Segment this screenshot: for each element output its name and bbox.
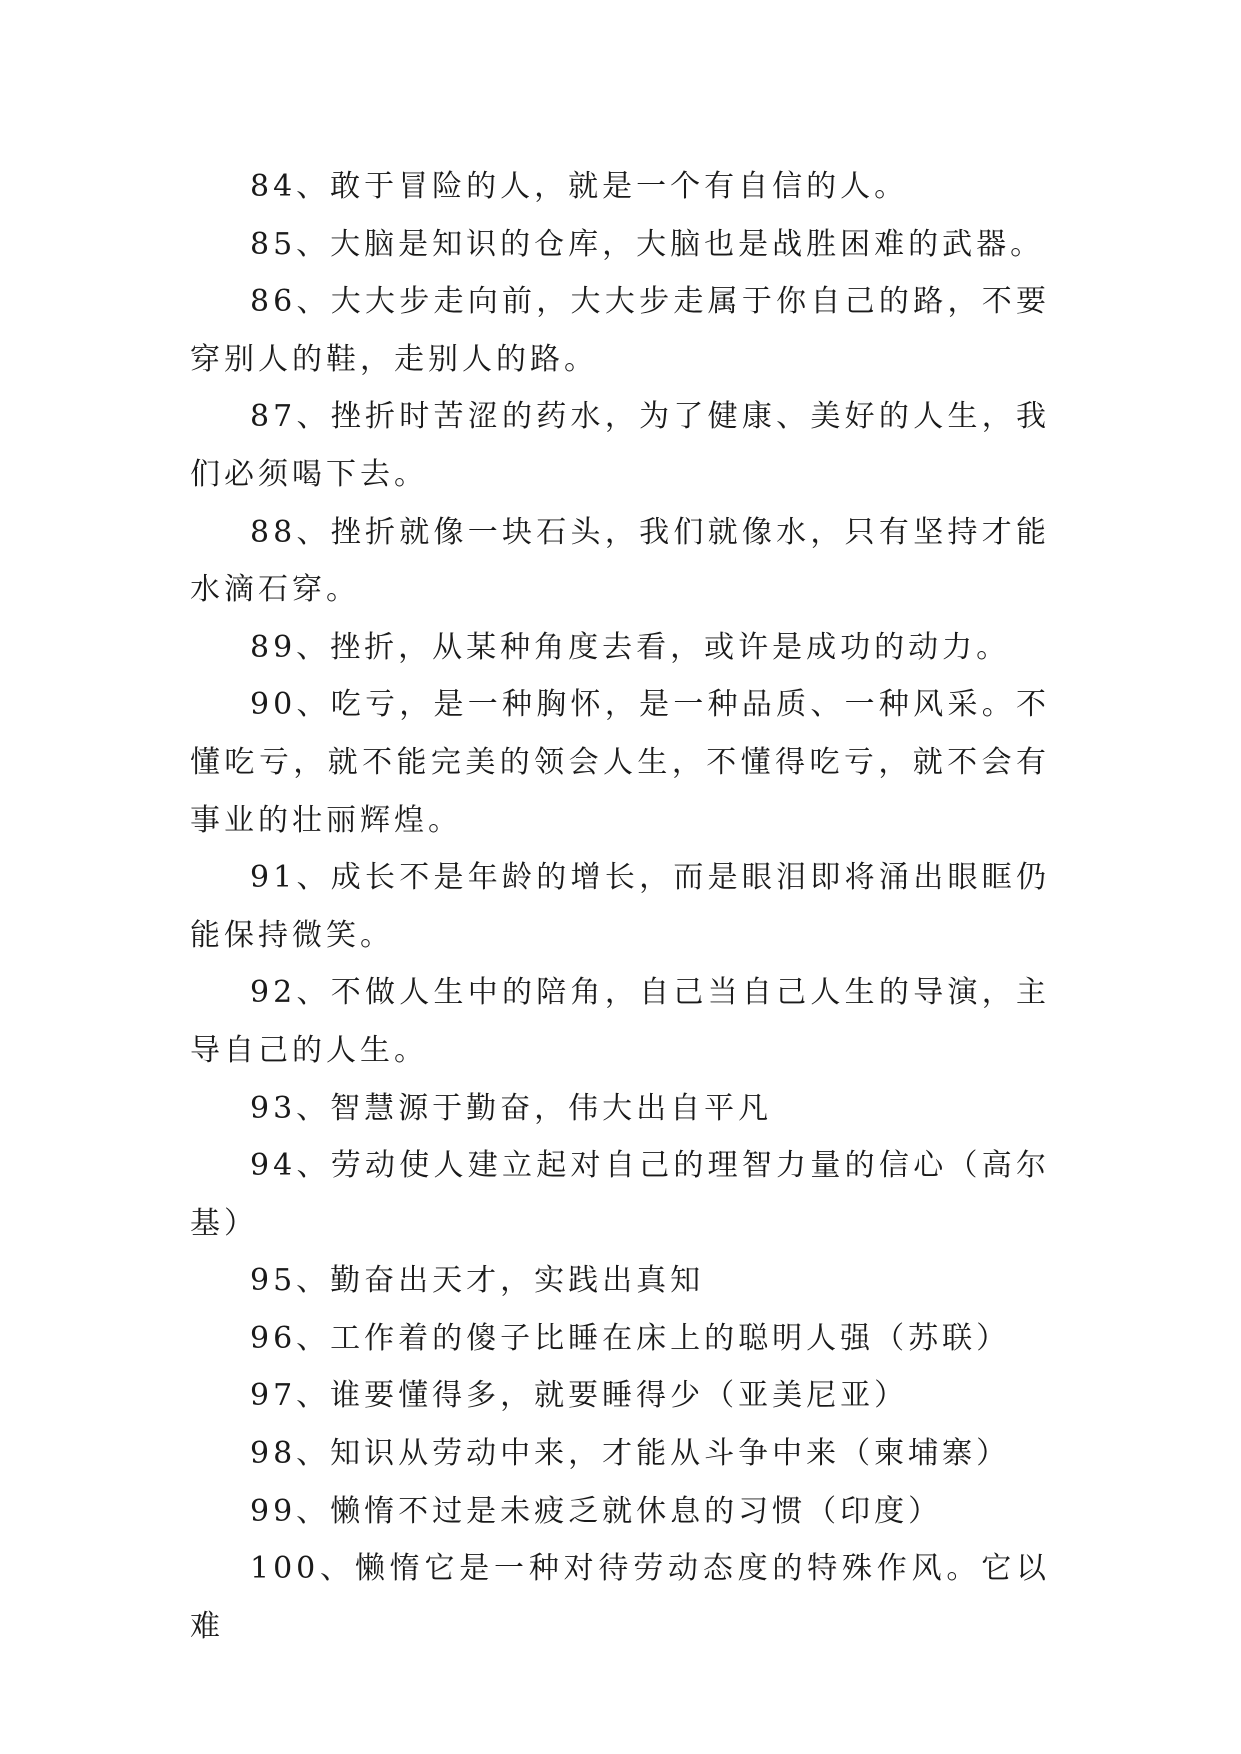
quote-list [190, 158, 1050, 1655]
quote-89: 89、挫折，从某种角度去看，或许是成功的动力。 [250, 629, 1011, 665]
quote-87: 87、挫折时苦涩的药水，为了健康、美好的人生，我们必须喝下去。 [190, 399, 1050, 492]
quote-99: 99、懒惰不过是未疲乏就休息的习惯（印度） [250, 1493, 943, 1529]
quote-90: 90、吃亏，是一种胸怀，是一种品质、一种风采。不懂吃亏，就不能完美的领会人生，不懂得吃亏，就不会有事业的壮丽辉煌。 [190, 687, 1050, 838]
quote-85: 85、大脑是知识的仓库，大脑也是战胜困难的武器。 [250, 226, 1045, 262]
quote-94: 94、劳动使人建立起对自己的理智力量的信心（高尔基） [190, 1148, 1050, 1241]
quote-96: 96、工作着的傻子比睡在床上的聪明人强（苏联） [250, 1320, 1011, 1356]
quote-93: 93、智慧源于勤奋，伟大出自平凡 [250, 1090, 773, 1126]
quote-100: 100、懒惰它是一种对待劳动态度的特殊作风。它以难 [190, 1551, 1050, 1644]
quote-98: 98、知识从劳动中来，才能从斗争中来（柬埔寨） [250, 1436, 1011, 1472]
quote-95: 95、勤奋出天才，实践出真知 [250, 1263, 705, 1299]
quote-91: 91、成长不是年龄的增长，而是眼泪即将涌出眼眶仍能保持微笑。 [190, 860, 1050, 953]
quote-86: 86、大大步走向前，大大步走属于你自己的路，不要穿别人的鞋，走别人的路。 [190, 284, 1050, 377]
quote-92: 92、不做人生中的陪角，自己当自己人生的导演，主导自己的人生。 [190, 975, 1050, 1068]
quote-88: 88、挫折就像一块石头，我们就像水，只有坚持才能水滴石穿。 [190, 514, 1050, 608]
quote-97: 97、谁要懂得多，就要睡得少（亚美尼亚） [250, 1378, 909, 1414]
quote-84: 84、敢于冒险的人，就是一个有自信的人。 [250, 169, 909, 204]
